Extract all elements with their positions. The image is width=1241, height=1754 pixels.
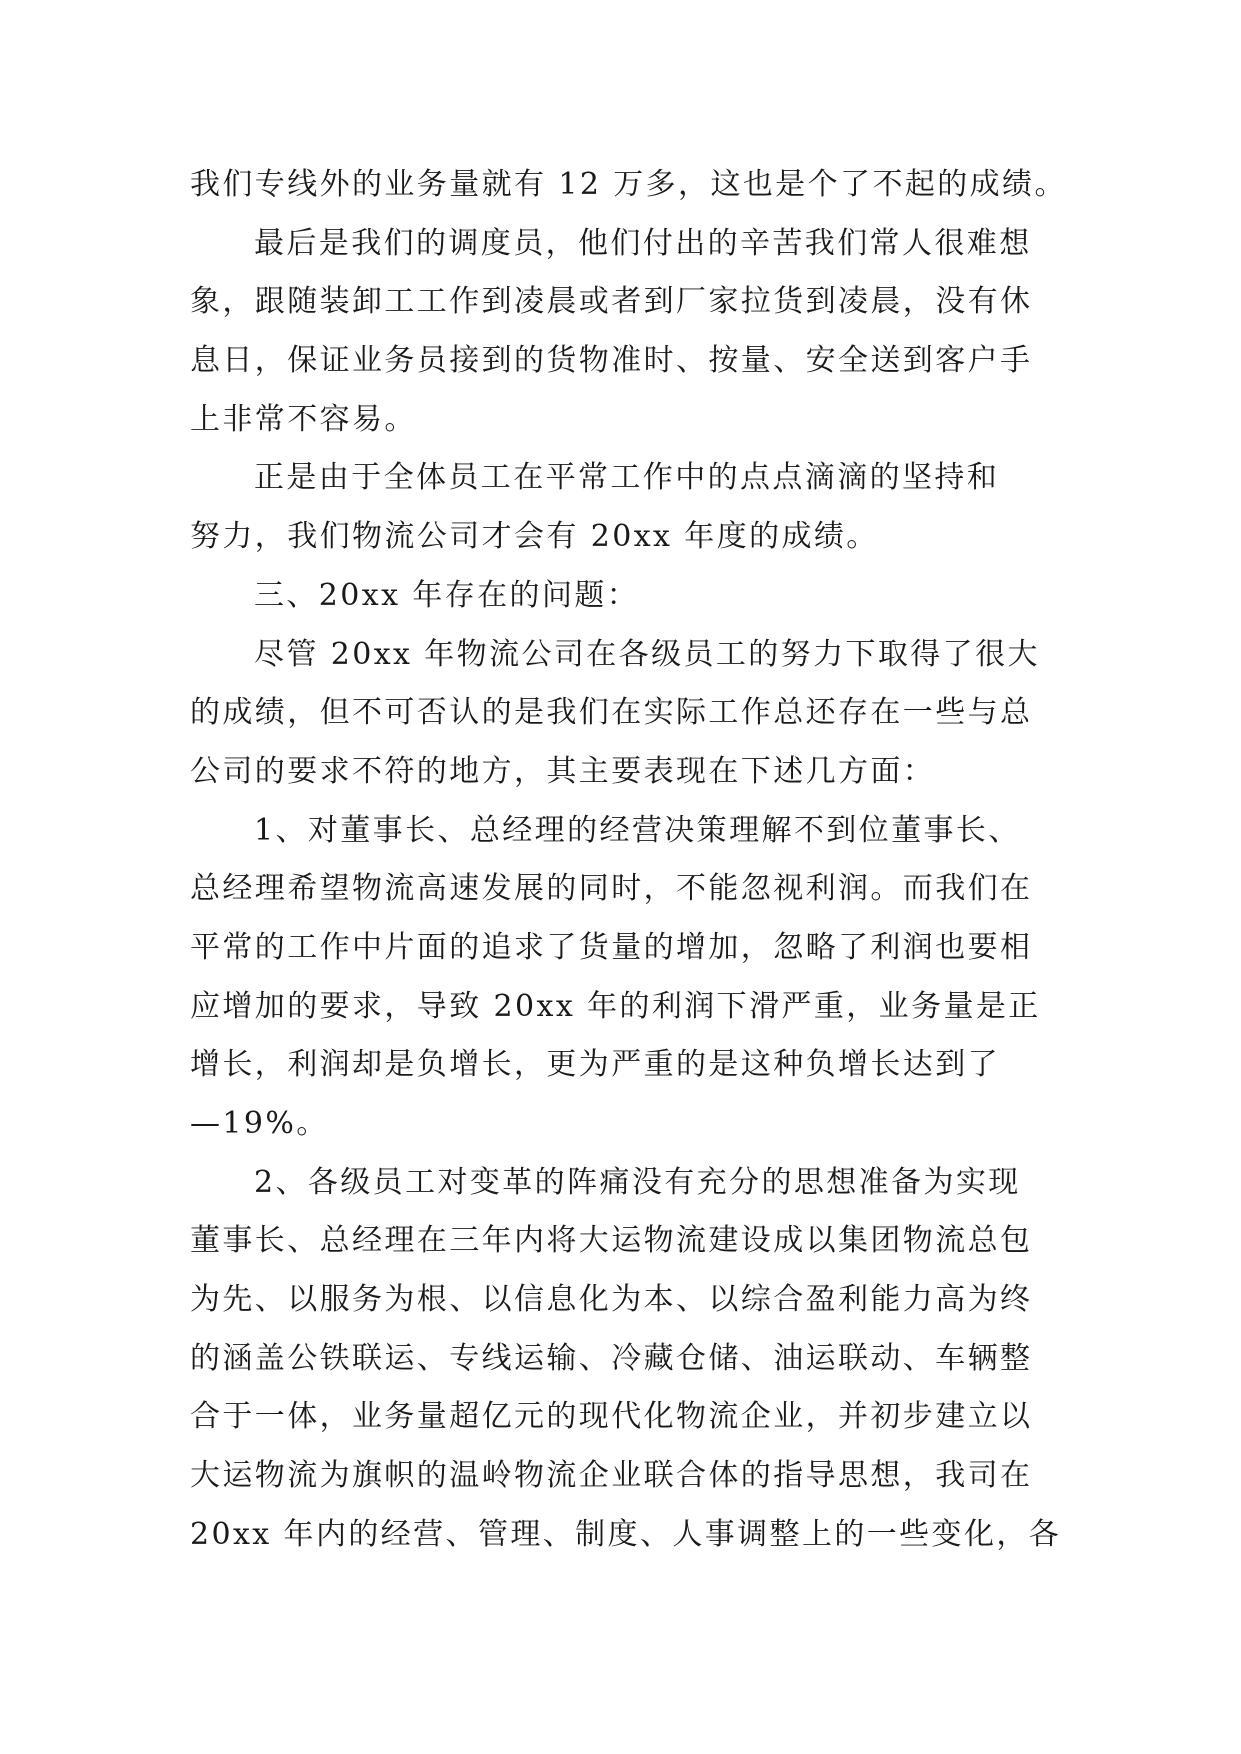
text-line: 的成绩，但不可否认的是我们在实际工作总还存在一些与总 xyxy=(190,695,1033,731)
text-line: 董事长、总经理在三年内将大运物流建设成以集团物流总包 xyxy=(190,1223,1033,1259)
text-line: 应增加的要求，导致 20xx 年的利润下滑严重，业务量是正 xyxy=(190,988,1041,1024)
text-line: 我们专线外的业务量就有 12 万多，这也是个了不起的成绩。 xyxy=(190,167,1067,202)
text-line: 公司的要求不符的地方，其主要表现在下述几方面： xyxy=(190,753,936,789)
paragraph-first-line: 最后是我们的调度员，他们付出的辛苦我们常人很难想 xyxy=(254,225,1032,261)
body-text xyxy=(190,156,1067,1565)
text-line: 的涵盖公铁联运、专线运输、冷藏仓储、油运联动、车辆整 xyxy=(190,1340,1033,1376)
text-line: 努力，我们物流公司才会有 20xx 年度的成绩。 xyxy=(190,519,879,555)
text-line: 20xx 年内的经营、管理、制度、人事调整上的一些变化，各 xyxy=(190,1516,1062,1552)
text-line: 上非常不容易。 xyxy=(190,401,417,437)
paragraph-first-line: 2、各级员工对变革的阵痛没有充分的思想准备为实现 xyxy=(254,1164,1021,1200)
text-line: 增长，利润却是负增长，更为严重的是这种负增长达到了 xyxy=(190,1047,1000,1083)
text-line: 总经理希望物流高速发展的同时，不能忽视利润。而我们在 xyxy=(190,871,1033,907)
paragraph-first-line: 1、对董事长、总经理的经营决策理解不到位董事长、 xyxy=(254,812,1021,848)
paragraph-first-line: 尽管 20xx 年物流公司在各级员工的努力下取得了很大 xyxy=(254,636,1040,672)
text-line: 息日，保证业务员接到的货物准时、按量、安全送到客户手 xyxy=(190,343,1033,379)
text-line: 大运物流为旗帜的温岭物流企业联合体的指导思想，我司在 xyxy=(190,1458,1033,1494)
paragraph-first-line: 三、20xx 年存在的问题： xyxy=(254,577,640,613)
paragraph-first-line: 正是由于全体员工在平常工作中的点点滴滴的坚持和 xyxy=(254,460,1000,496)
text-line: 平常的工作中片面的追求了货量的增加，忽略了利润也要相 xyxy=(190,929,1033,965)
text-line: —19%。 xyxy=(190,1106,329,1141)
text-line: 合于一体，业务量超亿元的现代化物流企业，并初步建立以 xyxy=(190,1399,1033,1435)
text-line: 象，跟随装卸工工作到凌晨或者到厂家拉货到凌晨，没有休 xyxy=(190,284,1033,320)
text-line: 为先、以服务为根、以信息化为本、以综合盈利能力高为终 xyxy=(190,1282,1033,1318)
